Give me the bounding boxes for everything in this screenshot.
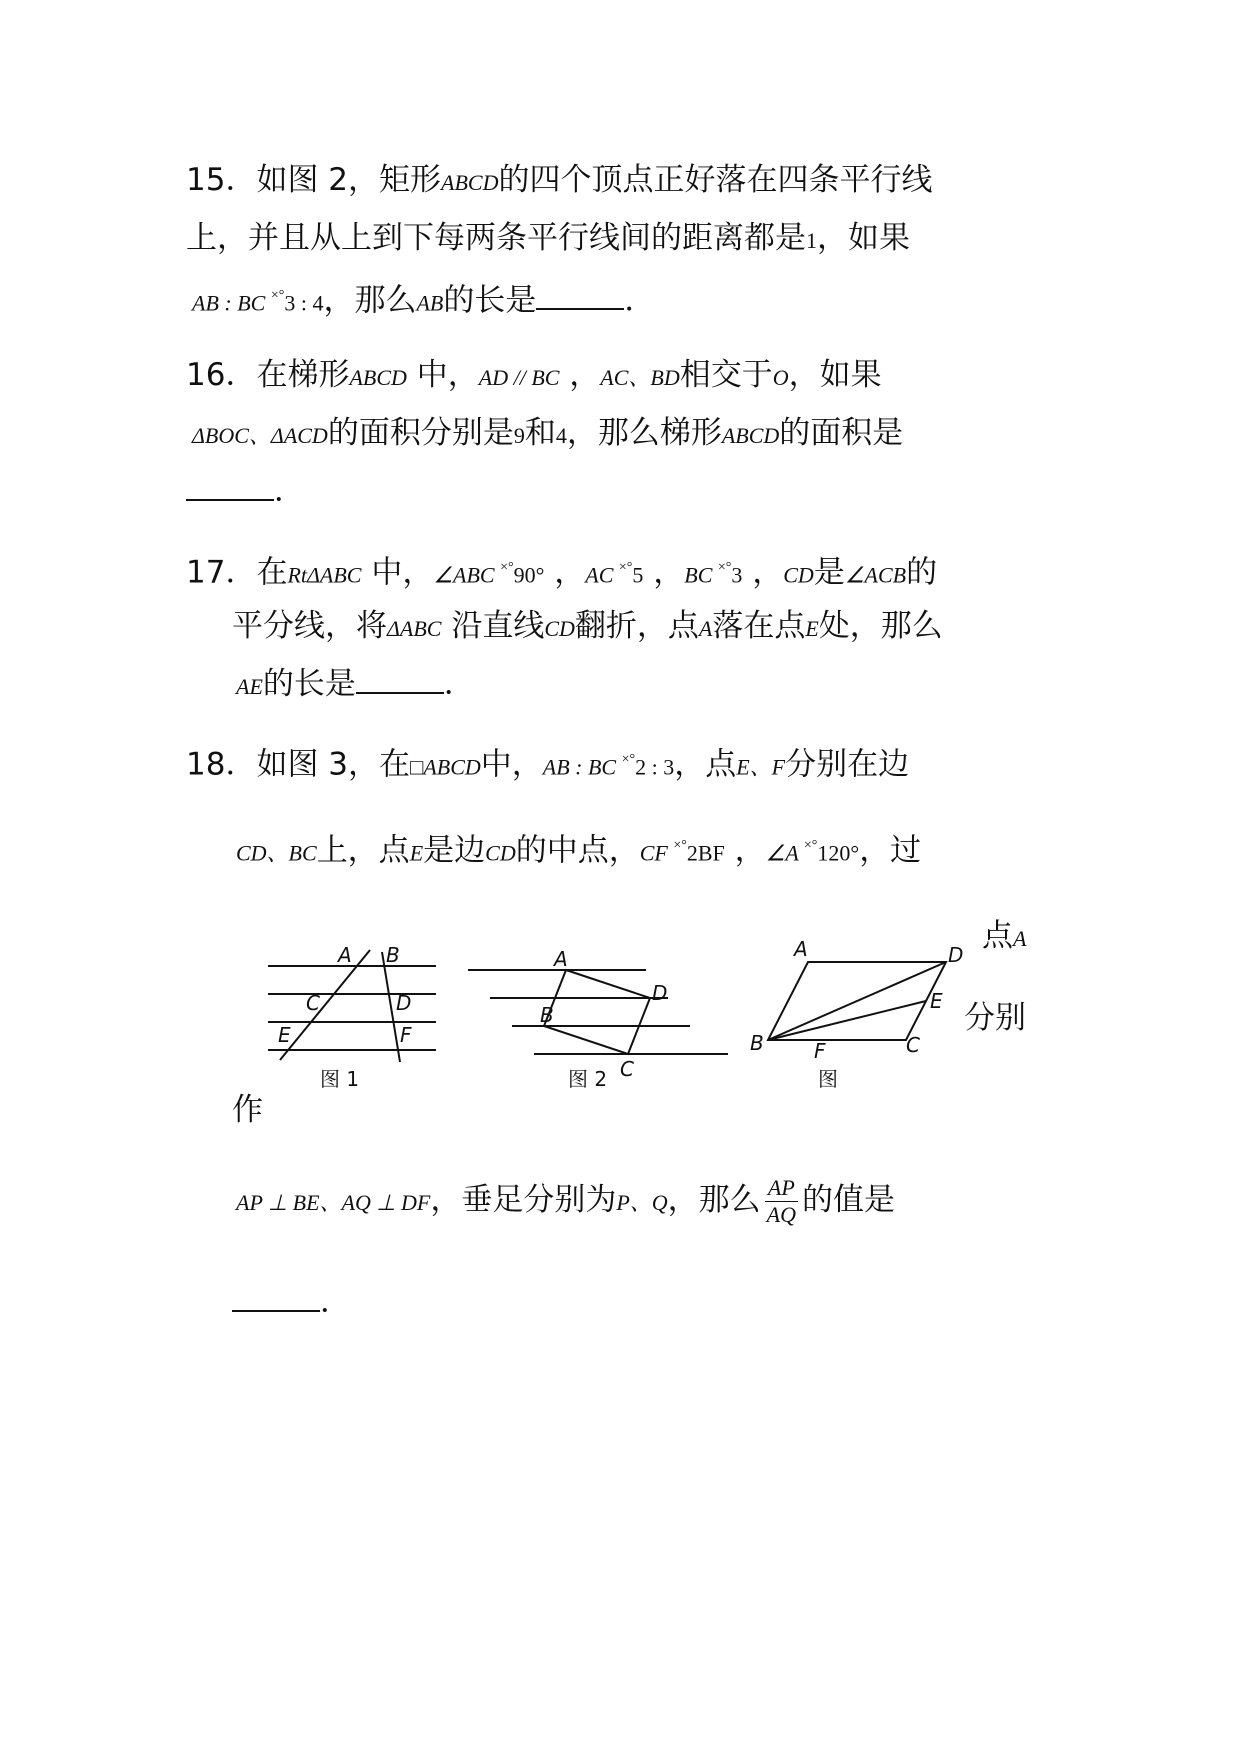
q18-text: 的值是: [802, 1182, 895, 1218]
answer-blank[interactable]: [186, 471, 274, 501]
q17-text: 是: [813, 554, 845, 591]
q18-text: 分别在边: [785, 746, 910, 783]
math-abcd: ABCD: [349, 365, 407, 390]
q16-line-1: [186, 355, 882, 398]
q18-line-7: [232, 1282, 351, 1322]
period: ．: [274, 473, 305, 509]
math-a: A: [1013, 926, 1027, 951]
answer-blank[interactable]: [536, 280, 624, 310]
q18-text: 的中点，: [515, 832, 640, 869]
math-ratio-value: 3 : 4: [284, 290, 324, 316]
q18-line-5: [232, 1090, 263, 1130]
math-ac: AC: [585, 562, 619, 588]
math-ae: AE: [236, 674, 263, 699]
fig3-label-B: B: [750, 1031, 764, 1055]
math-2bf: 2BF: [686, 840, 725, 866]
eq-mark: ×°: [618, 560, 633, 575]
math-e: E: [805, 616, 819, 641]
q16-text: 的面积分别是: [327, 415, 514, 451]
math-angle-a: ∠A: [765, 840, 804, 866]
eq-mark: ×°: [673, 838, 687, 853]
math-triangle-abc: ΔABC: [387, 616, 442, 641]
period: ．: [320, 1284, 351, 1320]
figure-2: [460, 940, 740, 1100]
fig1-caption: 图 1: [320, 1067, 360, 1091]
math-e: E: [409, 840, 424, 866]
q18-line-3: [982, 916, 1026, 959]
q17-line-3: [236, 664, 475, 707]
q17-line-2: [232, 606, 943, 649]
q15-text: 的四个顶点正好落在四条平行线: [498, 162, 933, 198]
period: ．: [443, 666, 475, 702]
fraction-denominator: AQ: [766, 1202, 796, 1227]
fig3-label-C: C: [906, 1033, 920, 1057]
math-cf: CF: [639, 840, 674, 866]
math-ratio-value: 2 : 3: [635, 754, 675, 780]
math-nine: 9: [513, 423, 525, 448]
fig2-label-A: A: [554, 947, 568, 971]
q15-text: 上，并且从上到下每两条平行线间的距离都是: [186, 220, 806, 256]
fraction-numerator: AP: [765, 1175, 798, 1202]
q16-text: 16．在梯形: [186, 357, 350, 393]
period: ．: [624, 282, 656, 319]
math-pq: P、Q: [616, 1190, 668, 1215]
figure-1: [260, 940, 450, 1100]
answer-blank[interactable]: [232, 1282, 320, 1312]
q18-text: 是边: [423, 832, 486, 869]
math-diagonals: AC、BD: [600, 365, 680, 390]
q16-line-3: [186, 471, 305, 511]
q18-line-6: [236, 1170, 895, 1233]
math-o: O: [772, 365, 789, 390]
q18-text: ，垂足分别为: [430, 1182, 617, 1218]
q18-text: ，: [724, 832, 766, 869]
math-cd-bc: CD、BC: [236, 840, 317, 866]
q18-text: 18．如图 3，在: [186, 746, 411, 783]
math-cd: CD: [544, 616, 575, 641]
fig1-label-E: E: [278, 1023, 291, 1047]
fig2-label-C: C: [620, 1057, 634, 1081]
q17-text: 中，: [361, 554, 434, 591]
math-120: 120°: [817, 840, 860, 866]
q17-text: 的: [906, 554, 938, 591]
q18-line-2: [236, 826, 921, 873]
q18-text: 中，: [480, 746, 543, 783]
math-ef: E、F: [736, 754, 786, 780]
math-ratio: AB : BC: [542, 754, 622, 780]
math-four: 4: [555, 423, 567, 448]
fig3-label-D: D: [948, 943, 964, 967]
q16-text: ，那么梯形: [566, 415, 722, 451]
q16-line-2: [192, 413, 903, 456]
q17-text: 的长是: [262, 666, 356, 702]
q17-text: 平分线，将: [232, 608, 387, 644]
fig1-label-C: C: [306, 991, 320, 1015]
q15-text: ，如果: [817, 220, 910, 256]
q16-text: ，: [559, 357, 601, 393]
q17-text: 落在点: [712, 608, 806, 644]
q15-text: 的长是: [443, 282, 537, 319]
q15-line-1: [186, 160, 932, 203]
math-angle-abc: ∠ABC: [433, 562, 501, 588]
math-bc: BC: [684, 562, 718, 588]
fig2-label-D: D: [652, 981, 668, 1005]
math-parallel: AD // BC: [478, 365, 560, 390]
q18-text: ，点: [674, 746, 737, 783]
math-abcd: ABCD: [721, 423, 780, 448]
q15-text: ，那么: [323, 282, 417, 319]
q15-line-2: [186, 218, 910, 261]
q18-text: 上，点: [316, 832, 410, 869]
eq-mark: ×°: [803, 838, 818, 853]
fig1-label-A: A: [338, 943, 352, 967]
eq-mark: ×°: [270, 288, 285, 303]
math-ab: AB: [416, 290, 444, 316]
math-abcd: ABCD: [441, 170, 499, 195]
math-triangles: ΔBOC、ΔACD: [192, 423, 328, 448]
q15-line-3: [192, 276, 655, 323]
fig3-caption: 图: [818, 1067, 838, 1091]
eq-mark: ×°: [717, 560, 732, 575]
fig3-label-A: A: [794, 937, 808, 961]
q18-text: ，那么: [667, 1182, 761, 1218]
math-parallelogram: □ABCD: [410, 754, 481, 780]
math-angle-acb: ∠ACB: [844, 562, 907, 588]
q17-line-1: [186, 548, 937, 595]
q17-text: 沿直线: [441, 608, 545, 644]
math-90: 90°: [513, 562, 545, 588]
fig2-caption: 图 2: [568, 1067, 608, 1091]
math-a: A: [698, 616, 713, 641]
q17-text: 翻折，点: [574, 608, 699, 644]
q16-text: 和: [524, 415, 556, 451]
q18-text: ，过: [859, 832, 922, 869]
math-perpendiculars: AP ⊥ BE、AQ ⊥ DF: [236, 1190, 431, 1215]
q15-text: 15．如图 2，矩形: [186, 162, 442, 198]
answer-blank[interactable]: [356, 664, 444, 694]
q18-line-1: [186, 740, 909, 787]
math-one: 1: [806, 228, 817, 253]
math-ratio: AB : BC: [192, 290, 271, 316]
math-cd: CD: [783, 562, 814, 588]
q17-text: ，: [643, 554, 685, 591]
q16-text: ，如果: [788, 357, 882, 393]
fig2-label-B: B: [540, 1003, 554, 1027]
q17-text: ，: [544, 554, 586, 591]
math-5: 5: [632, 562, 644, 588]
q16-text: 中，: [406, 357, 479, 393]
q17-text: 处，那么: [818, 608, 943, 644]
fig1-label-D: D: [396, 991, 412, 1015]
fig3-label-F: F: [814, 1039, 826, 1063]
q18-text: 点: [982, 918, 1013, 954]
eq-mark: ×°: [621, 752, 636, 767]
q16-text: 相交于: [679, 357, 773, 393]
fig1-label-F: F: [400, 1023, 412, 1047]
q18-text: 作: [232, 1092, 263, 1128]
math-3: 3: [731, 562, 743, 588]
q16-text: 的面积是: [779, 415, 904, 451]
math-rt-triangle: RtΔABC: [287, 562, 362, 588]
q17-text: 17．在: [186, 554, 288, 591]
fig1-label-B: B: [386, 943, 400, 967]
fig3-label-E: E: [930, 989, 943, 1013]
fraction-ap-aq: [765, 1175, 798, 1228]
q18-text: 分别: [964, 1000, 1026, 1036]
eq-mark: ×°: [500, 560, 514, 575]
figure-3: [740, 930, 980, 1100]
math-cd: CD: [485, 840, 516, 866]
q17-text: ，: [742, 554, 784, 591]
